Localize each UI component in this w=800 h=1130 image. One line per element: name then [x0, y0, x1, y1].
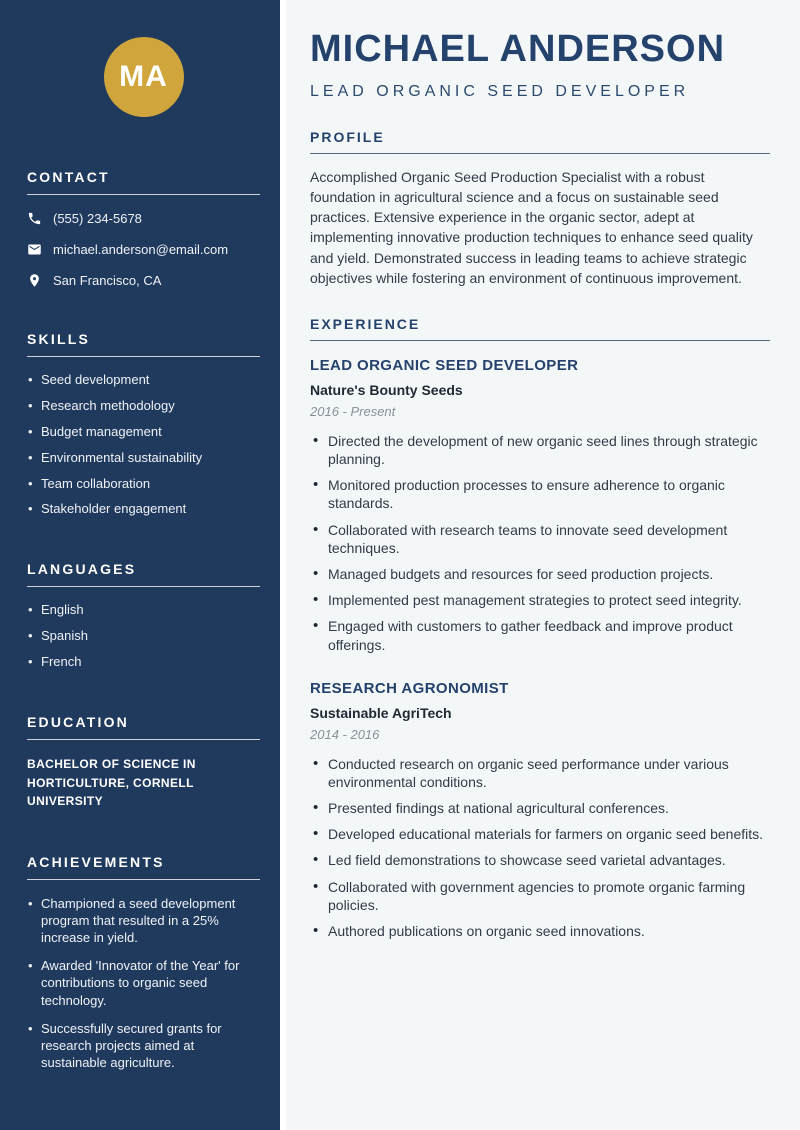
- skill-item: • Stakeholder engagement: [27, 501, 260, 518]
- profile-text: Accomplished Organic Seed Production Specialist with a robust foundation in agricultural science and a focus on sustainable seed practices. Extensive experience in the organic sector, adept at implementing innovative production techniques to enhance seed quality and yield. Demonstrated success in leading teams to achieve strategic objectives while fostering an environment of continuous improvement.: [310, 168, 753, 286]
- contact-phone-text: (555) 234-5678: [53, 211, 142, 226]
- job-title: RESEARCH AGRONOMIST: [310, 679, 509, 697]
- job-bullet: • Engaged with customers to gather feedback and improve product offerings.: [310, 617, 770, 653]
- avatar-initials: MA: [119, 60, 168, 93]
- job-bullet: • Led field demonstrations to showcase seed varietal advantages.: [310, 851, 770, 869]
- job-title: LEAD ORGANIC SEED DEVELOPER: [310, 356, 579, 374]
- contact-location-text: San Francisco, CA: [53, 273, 162, 288]
- job-bullet: • Collaborated with research teams to innovate seed development techniques.: [310, 521, 770, 557]
- profile-section: [310, 129, 770, 288]
- language-item: • French: [27, 654, 260, 671]
- job-bullet-list: [310, 432, 770, 654]
- achievement-item: • Championed a seed development program that resulted in a 25% increase in yield.: [27, 895, 260, 946]
- job-bullet: • Implemented pest management strategies to protect seed integrity.: [310, 591, 770, 609]
- skill-item: • Seed development: [27, 372, 260, 389]
- job-bullet-list: [310, 755, 770, 941]
- email-icon: [27, 242, 42, 257]
- achievement-item: • Successfully secured grants for research projects aimed at sustainable agriculture.: [27, 1020, 260, 1071]
- person-job-title: LEAD ORGANIC SEED DEVELOPER: [310, 82, 690, 100]
- main-content: [286, 0, 800, 1130]
- experience-job: [310, 680, 770, 941]
- job-bullet: • Collaborated with government agencies to promote organic farming policies.: [310, 878, 770, 914]
- profile-header: PROFILE: [310, 129, 770, 154]
- job-company: Sustainable AgriTech: [310, 704, 452, 721]
- skills-section: [27, 331, 260, 518]
- skill-item: • Team collaboration: [27, 476, 260, 493]
- job-bullet: • Managed budgets and resources for seed production projects.: [310, 565, 770, 583]
- experience-header: EXPERIENCE: [310, 316, 770, 341]
- languages-section: [27, 561, 260, 671]
- job-company: Nature's Bounty Seeds: [310, 381, 463, 398]
- languages-list: [27, 602, 260, 671]
- job-bullet: • Authored publications on organic seed innovations.: [310, 922, 770, 940]
- job-bullet: • Presented findings at national agricultural conferences.: [310, 799, 770, 817]
- sidebar: [0, 0, 280, 1130]
- phone-icon: [27, 211, 42, 226]
- language-item: • Spanish: [27, 628, 260, 645]
- contact-header: CONTACT: [27, 169, 260, 195]
- contact-email: [27, 242, 260, 257]
- education-header: EDUCATION: [27, 714, 260, 740]
- education-degree: BACHELOR OF SCIENCE IN HORTICULTURE, CORNELL UNIVERSITY: [27, 757, 196, 809]
- job-dates: 2014 - 2016: [310, 726, 380, 742]
- experience-job: [310, 357, 770, 654]
- job-bullet: • Developed educational materials for farmers on organic seed benefits.: [310, 825, 770, 843]
- languages-header: LANGUAGES: [27, 561, 260, 587]
- achievements-section: [27, 854, 260, 1071]
- skills-list: [27, 372, 260, 518]
- avatar: [104, 37, 184, 117]
- achievement-item: • Awarded 'Innovator of the Year' for contributions to organic seed technology.: [27, 957, 260, 1008]
- person-name: MICHAEL ANDERSON: [310, 28, 726, 70]
- language-item: • English: [27, 602, 260, 619]
- job-dates: 2016 - Present: [310, 403, 396, 419]
- skill-item: • Environmental sustainability: [27, 450, 260, 467]
- location-icon: [27, 273, 42, 288]
- contact-section: [27, 169, 260, 288]
- experience-section: [310, 316, 770, 940]
- job-bullet: • Directed the development of new organic seed lines through strategic planning.: [310, 432, 770, 468]
- job-bullet: • Monitored production processes to ensure adherence to organic standards.: [310, 476, 770, 512]
- skill-item: • Budget management: [27, 424, 260, 441]
- skill-item: • Research methodology: [27, 398, 260, 415]
- skills-header: SKILLS: [27, 331, 260, 357]
- job-bullet: • Conducted research on organic seed performance under various environmental conditions.: [310, 755, 770, 791]
- achievements-list: [27, 895, 260, 1071]
- achievements-header: ACHIEVEMENTS: [27, 854, 260, 880]
- contact-phone: [27, 211, 260, 226]
- contact-location: [27, 273, 260, 288]
- education-section: [27, 714, 260, 811]
- contact-email-text: michael.anderson@email.com: [53, 242, 229, 257]
